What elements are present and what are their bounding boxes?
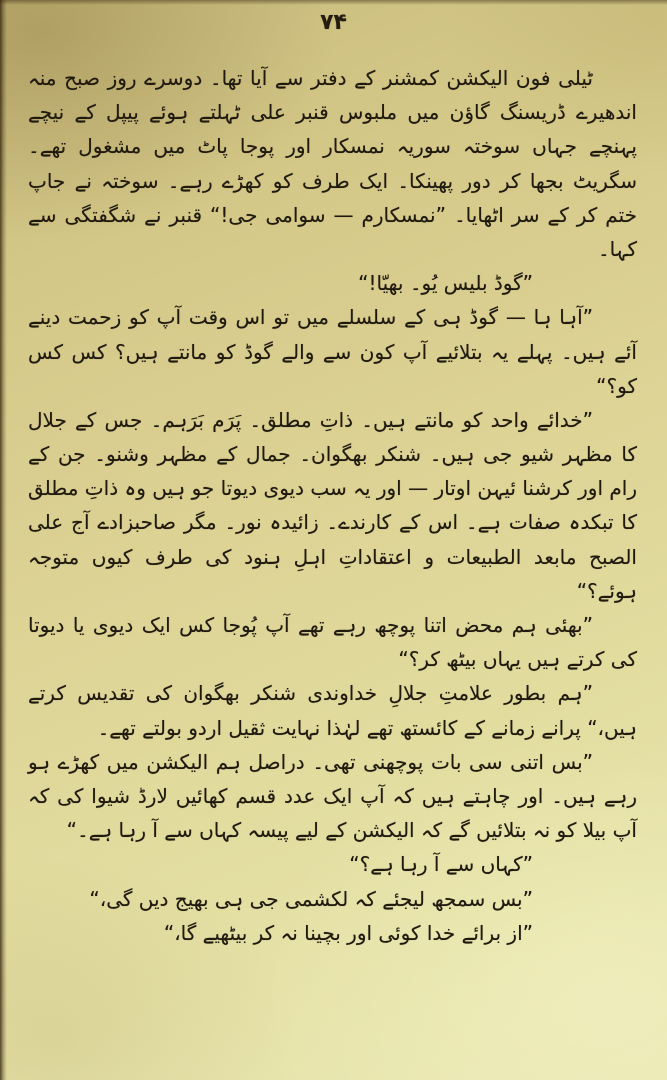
paragraph: ”ہم بطور علامتِ جلالِ خداوندی شنکر بھگوان کی تقدیس کرتے ہیں،“ پرانے زمانے کے کائستھ تھے لہٰذا نہایت ثقیل اردو بولتے تھے۔ [28, 681, 637, 740]
paragraph: ”خدائے واحد کو مانتے ہیں۔ ذاتِ مطلق۔ پَرَم بَرَہم۔ جس کے جلال کا مظہر شیو جی ہیں۔ شنکر بھگوان۔ جمال کے مظہر وشنو۔ جن کے رام اور کرشنا ئیہن اوتار — اور یہ سب دیوی دیوتا جو ہیں وہ ذاتِ مطلق کا تبکدہ صفات ہے۔ اس کے کارندے۔ زائیدہ نور۔ مگر صاحبزادے آج علی الصبح مابعد الطبیعات و اعتقاداتِ اہلِ ہنود کی طرف کیوں متوجہ ہوئے؟“ [28, 407, 637, 603]
paragraph: ”گوڈ بلیس یُو۔ بھیّا!“ [358, 271, 533, 296]
paragraph: ”بھئی ہم محض اتنا پوچھ رہے تھے آپ پُوجا کس ایک دیوی یا دیوتا کی کرتے ہیں یہاں بیٹھ کر؟“ [28, 613, 637, 672]
paragraph: ”کہاں سے آ رہا ہے؟“ [349, 852, 533, 877]
paragraph: ”از برائے خدا کوئی اور بچینا نہ کر بیٹھیے گا،“ [163, 920, 533, 945]
paragraph: ”بس اتنی سی بات پوچھنی تھی۔ دراصل ہم الیکشن میں کھڑے ہو رہے ہیں۔ اور چاہتے ہیں کہ آپ ایک عدد قسم کھائیں لارڈ شیوا کی کہ آپ بیلا کو نہ بتلائیں گے کہ الیکشن کے لیے پیسہ کہاں سے آ رہا ہے۔“ [28, 749, 637, 843]
page-number: ۷۴ [320, 10, 347, 35]
paragraph: ٹیلی فون الیکشن کمشنر کے دفتر سے آیا تھا۔ دوسرے روز صبح منہ اندھیرے ڈریسنگ گاؤن میں ملبوس قنبر علی ٹہلتے ہوئے پیپل کے نیچے پہنچے جہاں سوختہ سوریہ نمسکار اور پوجا پاٹ میں مشغول تھے۔ سگریٹ بجھا کر دور پھینکا۔ ایک طرف کو کھڑے رہے۔ سوختہ نے جاپ ختم کر کے سر اٹھایا۔ ”نمسکارم — سوامی جی!“ قنبر نے شگفتگی سے کہا۔ [28, 66, 637, 261]
text-block [28, 61, 637, 950]
paragraph: ”آہا ہا — گوڈ ہی کے سلسلے میں تو اس وقت آپ کو زحمت دینے آئے ہیں۔ پہلے یہ بتلائیے آپ کون سے والے گوڈ کو مانتے ہیں؟ کس کس کو؟“ [28, 305, 637, 398]
paragraph: ”بس سمجھ لیجئے کہ لکشمی جی ہی بھیج دیں گی،“ [89, 886, 533, 911]
